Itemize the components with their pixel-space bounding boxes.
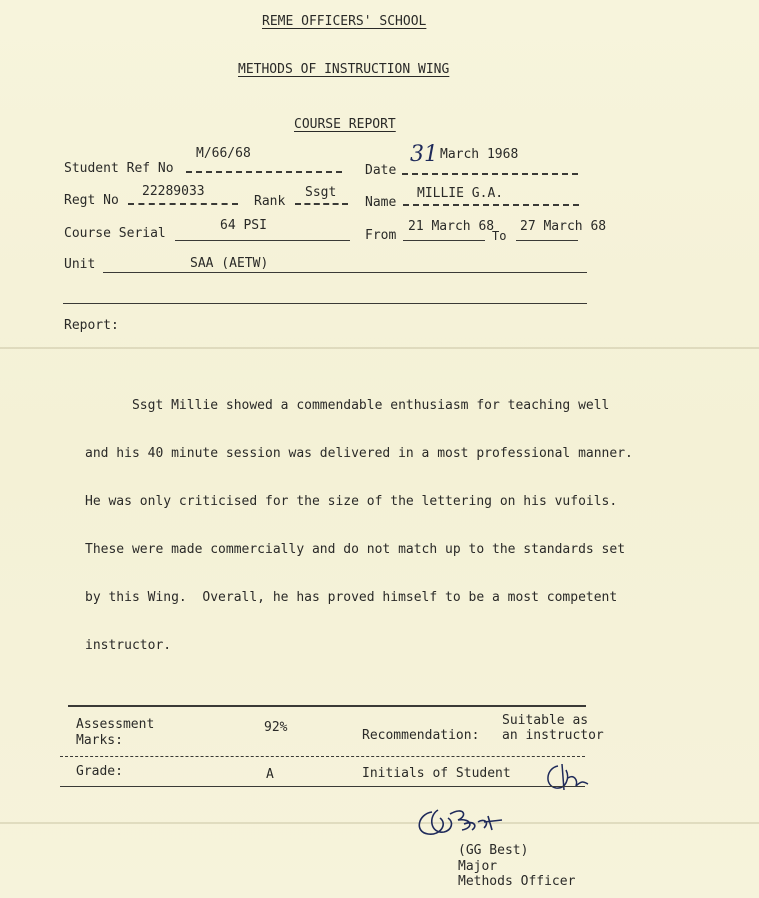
from-value: 21 March 68 [408,219,495,234]
student-ref-label: Student Ref No [64,161,174,176]
unit-value: SAA (AETW) [190,256,269,271]
grade-value: A [266,767,274,782]
recommendation-value-cont: an instructor [502,728,604,743]
regt-value: 22289033 [142,184,205,199]
report-line: and his 40 minute session was delivered in a most professional manner. [85,446,633,461]
recommendation-label: Recommendation: [362,728,480,743]
signatory-rank: Major [458,859,498,874]
school-heading: REME OFFICERS' SCHOOL [262,14,427,29]
blank-line [63,303,587,304]
student-ref-line [186,171,342,173]
signatory-name: (GG Best) [458,843,529,858]
grade-label: Grade: [76,764,123,779]
rank-label: Rank [254,194,286,209]
report-line: instructor. [85,638,172,653]
regt-line [128,203,238,205]
course-serial-line [175,240,350,241]
marks-label-cont: Marks: [76,733,123,748]
marks-label: Assessment [76,717,155,732]
officer-signature [408,800,518,842]
from-line [403,240,485,241]
assessment-top-rule [68,705,586,707]
unit-line [103,272,587,273]
report-line: by this Wing. Overall, he has proved himself to be a most competent [85,590,618,605]
unit-label: Unit [64,257,96,272]
course-serial-label: Course Serial [64,226,166,241]
to-value: 27 March 68 [520,219,607,234]
report-line: These were made commercially and do not match up to the standards set [85,542,626,557]
name-label: Name [365,195,397,210]
initials-label: Initials of Student [362,766,511,781]
report-label: Report: [64,318,119,333]
rank-line [295,203,348,205]
student-initials-signature [540,758,590,794]
signatory-role: Methods Officer [458,874,576,889]
from-label: From [365,228,397,243]
assessment-mid-rule [60,756,585,757]
student-ref-value: M/66/68 [196,146,251,161]
report-body [85,366,685,670]
recommendation-value: Suitable as [502,713,589,728]
wing-heading: METHODS OF INSTRUCTION WING [238,62,450,77]
report-title: COURSE REPORT [294,117,396,132]
date-label: Date [365,163,397,178]
regt-label: Regt No [64,193,119,208]
course-serial-value: 64 PSI [220,218,267,233]
assessment-bottom-rule [60,786,585,787]
fold-crease [0,822,759,824]
date-line [402,173,578,175]
name-value: MILLIE G.A. [417,186,504,201]
report-line: He was only criticised for the size of the lettering on his vufoils. [85,494,618,509]
date-value: March 1968 [440,147,519,162]
report-line: Ssgt Millie showed a commendable enthusiasm for teaching well [85,398,610,413]
to-label: To [492,229,507,243]
to-line [516,240,578,241]
date-day-handwritten: 31 [410,142,438,167]
rank-value: Ssgt [305,185,337,200]
name-line [403,204,579,206]
marks-value: 92% [264,720,288,735]
fold-crease [0,347,759,349]
